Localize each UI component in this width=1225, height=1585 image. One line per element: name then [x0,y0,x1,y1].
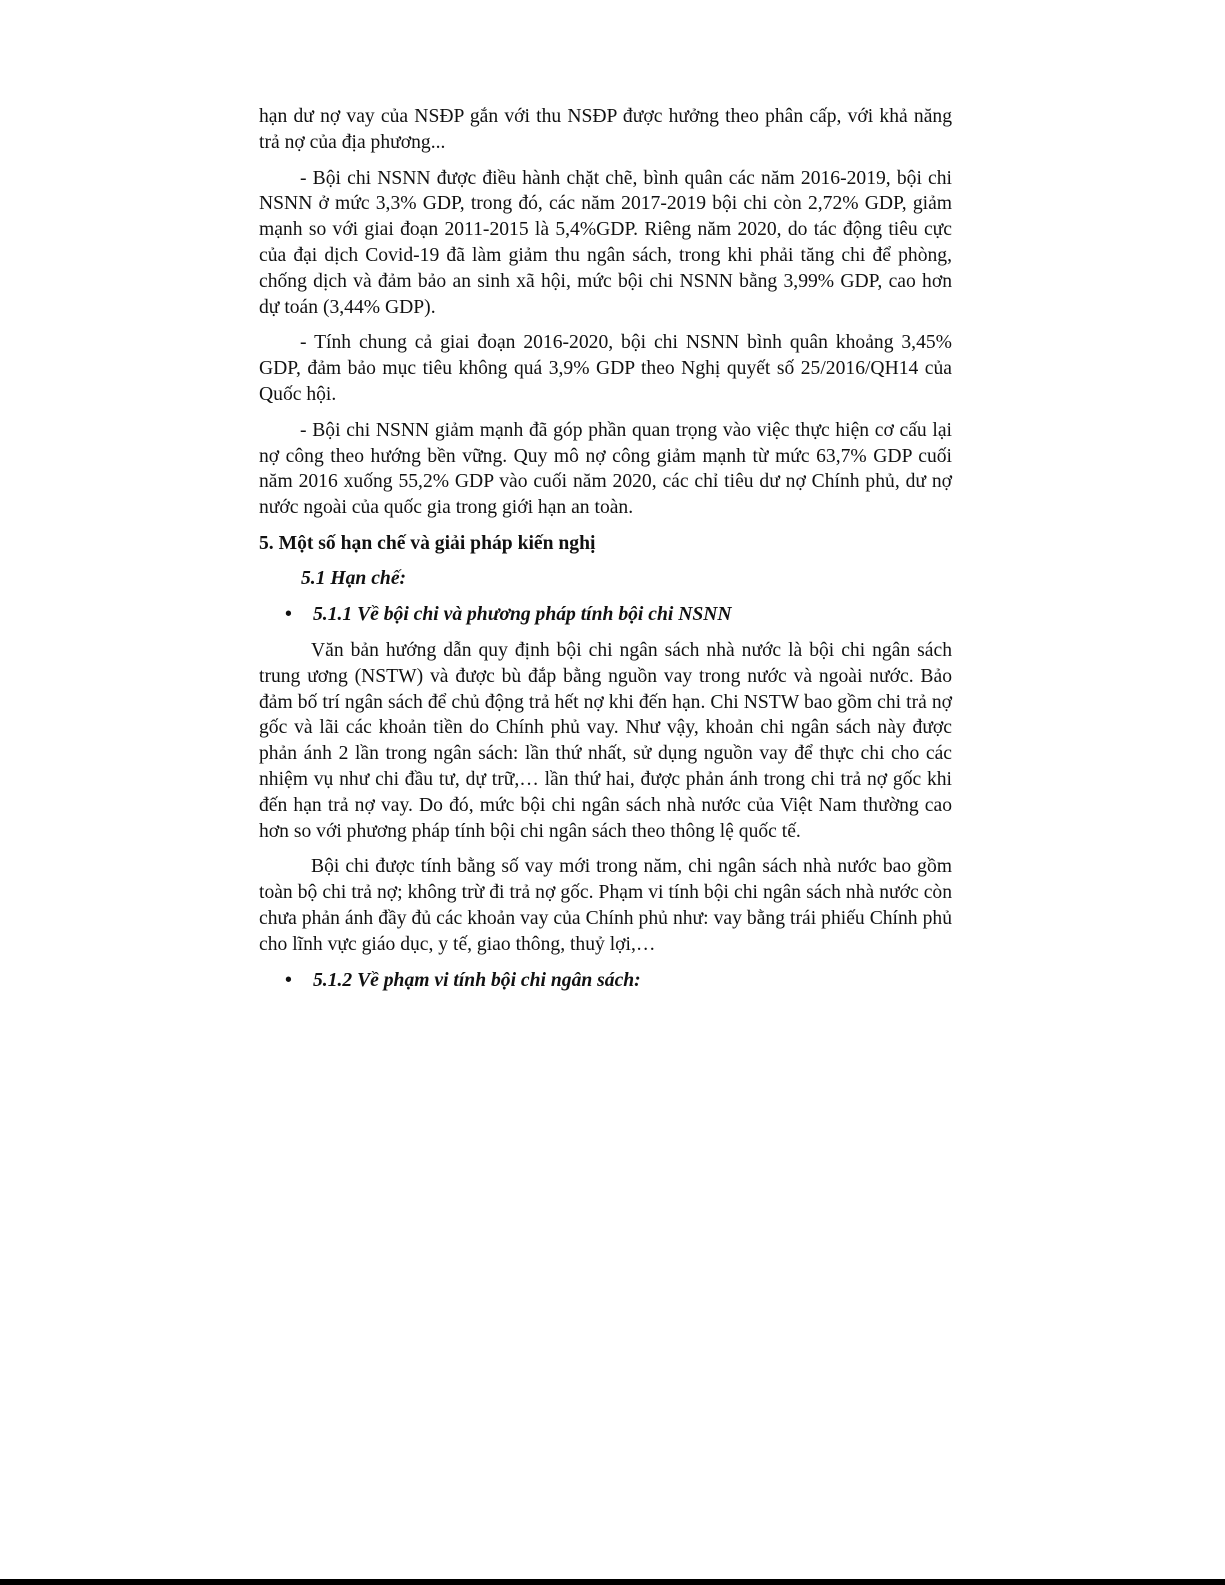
bullet-deficit-method [259,602,952,628]
section-heading: 5. Một số hạn chế và giải pháp kiến nghị [259,532,596,554]
bullet-icon: • [285,969,292,991]
bullet-deficit-method-text: 5.1.1 Về bội chi và phương pháp tính bội chi NSNN [313,603,732,625]
bullet-icon: • [285,603,292,625]
paragraph-debt-limit: hạn dư nợ vay của NSĐP gắn với thu NSĐP được hưởng theo phân cấp, với khả năng trả nợ của địa phương... [259,106,952,153]
bullet-deficit-scope-text: 5.1.2 Về phạm vi tính bội chi ngân sách: [313,969,641,991]
bottom-border-line [0,1579,1225,1585]
paragraph-deficit-2016-2019: - Bội chi NSNN được điều hành chặt chẽ, bình quân các năm 2016-2019, bội chi NSNN ở mức 3,3% GDP, trong đó, các năm 2017-2019 bội chi còn 2,72% GDP, giảm mạnh so với giai đoạn 2011-2015 là 5,4%GDP. Riêng năm 2020, do tác động tiêu cực của đại dịch Covid-19 đã làm giảm thu ngân sách, trong khi phải tăng chi để phòng, chống dịch và đảm bảo an sinh xã hội, mức bội chi NSNN bằng 3,99% GDP, cao hơn dự toán (3,44% GDP). [259,167,952,318]
document-page [259,104,952,1004]
paragraph-guidance-document: Văn bản hướng dẫn quy định bội chi ngân sách nhà nước là bội chi ngân sách trung ương (NSTW) và được bù đắp bằng nguồn vay trong nước và ngoài nước. Bảo đảm bố trí ngân sách để chủ động trả hết nợ khi đến hạn. Chi NSTW bao gồm chi trả nợ gốc và lãi các khoản tiền do Chính phủ vay. Như vậy, khoản chi ngân sách này được phản ánh 2 lần trong ngân sách: lần thứ nhất, sử dụng nguồn vay để thực chi cho các nhiệm vụ như chi đầu tư, dự trữ,… lần thứ hai, được phản ánh trong chi trả nợ gốc khi đến hạn trả nợ vay. Do đó, mức bội chi ngân sách nhà nước của Việt Nam thường cao hơn so với phương pháp tính bội chi ngân sách theo thông lệ quốc tế. [259,639,952,842]
paragraph-new-borrowing: Bội chi được tính bằng số vay mới trong năm, chi ngân sách nhà nước bao gồm toàn bộ chi trả nợ; không trừ đi trả nợ gốc. Phạm vi tính bội chi ngân sách nhà nước còn chưa phản ánh đầy đủ các khoản vay của Chính phủ như: vay bằng trái phiếu Chính phủ cho lĩnh vực giáo dục, y tế, giao thông, thuỷ lợi,… [259,856,952,955]
sub-heading-limitations: 5.1 Hạn chế: [301,567,407,589]
paragraph-deficit-2016-2020: - Tính chung cả giai đoạn 2016-2020, bội chi NSNN bình quân khoảng 3,45% GDP, đảm bảo mục tiêu không quá 3,9% GDP theo Nghị quyết số 25/2016/QH14 của Quốc hội. [259,332,952,405]
bullet-deficit-scope [259,968,952,994]
paragraph-public-debt: - Bội chi NSNN giảm mạnh đã góp phần quan trọng vào việc thực hiện cơ cấu lại nợ công theo hướng bền vững. Quy mô nợ công giảm mạnh từ mức 63,7% GDP cuối năm 2016 xuống 55,2% GDP vào cuối năm 2020, các chỉ tiêu dư nợ Chính phủ, dư nợ nước ngoài của quốc gia trong giới hạn an toàn. [259,419,952,519]
